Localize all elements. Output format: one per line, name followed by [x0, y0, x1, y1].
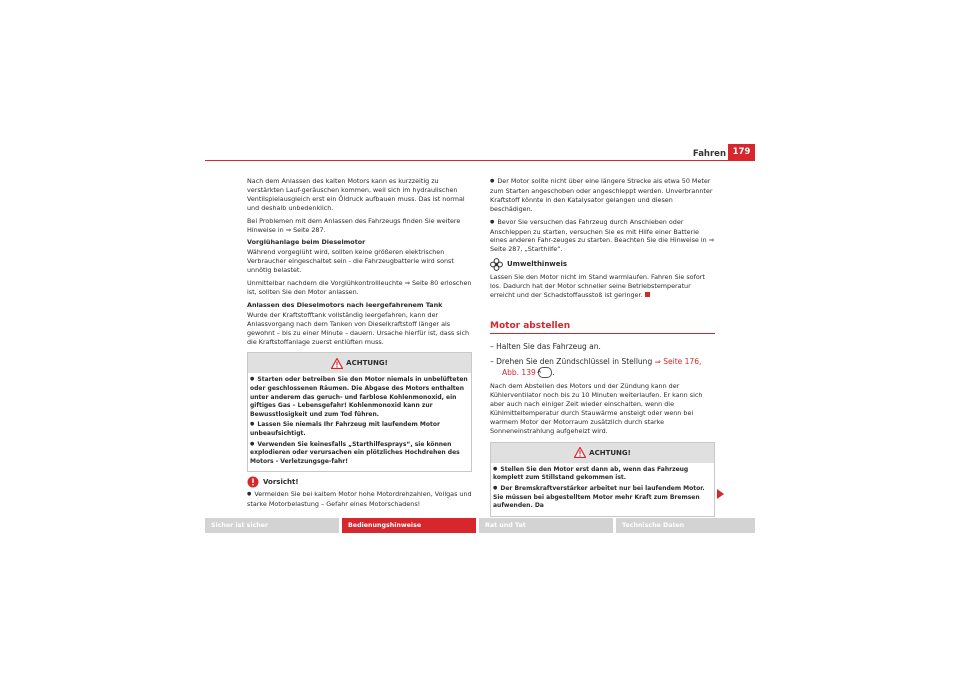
text: Unmittelbar nachdem die Vorglühkontrollleuchte: [247, 279, 405, 288]
paragraph: [247, 279, 472, 297]
environment-title: Umwelthinweis: [507, 260, 568, 269]
warning-item: ● Starten oder betreiben Sie den Motor niemals in unbelüfteten oder geschlossenen Räumen. Die Abgase des Motors enthalten unter anderem das geruch- und farblose Kohlenmonoxid, ein giftiges Gas – Lebensgefahr! Kohlenmonoxid kann zur Bewusstlosigkeit und zum Tod führen.: [250, 376, 469, 419]
step-item: [490, 356, 715, 379]
footer-tab-bedienungshinweise[interactable]: Bedienungshinweise: [342, 518, 476, 533]
paragraph: Wurde der Kraftstofftank vollständig leergefahren, kann der Anlassvorgang nach dem Tanken von Dieselkraftstoff länger als gewohnt – bis zu einer Minute – dauern. Ursache hierfür ist, dass sich die Kraftstoffanlage zuerst entlüften muss.: [247, 310, 470, 346]
arrow-icon: ⇒: [404, 279, 410, 288]
footer-tab-rat-und-tat[interactable]: Rat und Tat: [479, 518, 613, 533]
continue-arrow-icon: [717, 489, 724, 499]
footer-tab-technische-daten[interactable]: Technische Daten: [616, 518, 755, 533]
environment-heading: [490, 258, 715, 271]
arrow-icon: ⇒: [285, 225, 292, 234]
warning-body: [491, 463, 714, 516]
arrow-icon: ⇒: [708, 236, 715, 245]
warning-title: ACHTUNG!: [589, 448, 631, 457]
caution-title: Vorsicht!: [263, 477, 299, 486]
warning-box: [247, 352, 472, 472]
text: Bevor Sie versuchen das Fahrzeug durch Anschieben oder Anschleppen zu starten, versuchen Sie es mit Hilfe einer Batterie eines anderen Fahr-zeuges zu starten. Beachten Sie die Hinweise in: [490, 217, 709, 245]
page-reference[interactable]: Seite 80 erloschen ist, sollten Sie den Motor anlassen.: [247, 279, 472, 296]
paragraph: [247, 217, 472, 235]
page-reference[interactable]: ⇒ Seite 176, Abb. 139: [502, 356, 702, 377]
bullet-paragraph: ● Der Motor sollte nicht über eine längere Strecke als etwa 50 Meter zum Starten angeschoben oder angeschleppt werden. Unverbrannter Kraftstoff könnte in den Katalysator gelangen und diesen beschädigen.: [490, 177, 715, 214]
caution-item: ● Vermeiden Sie bei kaltem Motor hohe Motordrehzahlen, Vollgas und starke Motorbelastung – Gefahr eines Motorschadens!: [247, 490, 472, 509]
warning-title: ACHTUNG!: [346, 359, 388, 368]
warning-item: ● Stellen Sie den Motor erst dann ab, wenn das Fahrzeug komplett zum Stillstand gekommen ist.: [493, 466, 712, 483]
text: Lassen Sie den Motor nicht im Stand warmlaufen. Fahren Sie sofort los. Dadurch hat der Motor schneller seine Betriebstemperatur erreicht und der Schadstoffausstoß ist geringer.: [490, 273, 705, 300]
page-number: 179: [728, 144, 755, 161]
warning-triangle-icon: [331, 358, 343, 369]
section-title: Motor abstellen: [490, 322, 715, 334]
warning-box: [490, 442, 715, 517]
step-item: – Halten Sie das Fahrzeug an.: [490, 341, 601, 351]
warning-item: ● Lassen Sie niemals Ihr Fahrzeug mit laufendem Motor unbeaufsichtigt.: [250, 421, 469, 438]
text: Bei Problemen mit dem Anlassen des Fahrzeugs finden Sie weitere Hinweise in: [247, 216, 461, 234]
warning-header: [248, 353, 471, 373]
caution-icon: [247, 476, 259, 488]
text: .: [552, 367, 555, 377]
flower-environment-icon: [490, 258, 503, 271]
caution-heading: [247, 476, 472, 488]
environment-text: [490, 273, 715, 300]
page-reference[interactable]: Seite 287.: [291, 225, 326, 234]
text: – Drehen Sie den Zündschlüssel in Stellung: [490, 356, 655, 366]
warning-item: ● Verwenden Sie keinesfalls „Starthilfesprays“, sie können explodieren oder verursachen ein plötzliches Hochdrehen des Motors - Verletzungsge-fahr!: [250, 441, 469, 467]
right-column: [490, 177, 715, 521]
end-marker: [645, 292, 650, 297]
left-column: [247, 177, 472, 513]
page-reference[interactable]: Seite 287, „Starthilfe“.: [490, 245, 563, 254]
warning-header: [491, 443, 714, 463]
paragraph: Nach dem Anlassen des kalten Motors kann es kurzzeitig zu verstärkten Lauf-geräuschen kommen, weil sich im hydraulischen Ventilspielausgleich erst ein Öldruck aufbauen muss. Das ist normal und deshalb unbedenklich.: [247, 177, 465, 212]
subheading: Anlassen des Dieselmotors nach leergefahrenem Tank: [247, 300, 443, 309]
paragraph: Nach dem Abstellen des Motors und der Zündung kann der Kühlerventilator noch bis zu 10 Minuten weiterlaufen. Er kann sich aber auch nach einiger Zeit wieder einschalten, wenn die Kühlmitteltemperatur durch Stauwärme ansteigt oder wenn bei warmem Motor der Motorraum zusätzlich durch starke Sonneneinstrahlung aufgeheizt wird.: [490, 382, 703, 435]
subheading: Vorglühanlage beim Dieselmotor: [247, 238, 366, 247]
page-header-title: Fahren: [692, 149, 726, 159]
paragraph: Während vorgeglüht wird, sollten keine größeren elektrischen Verbraucher eingeschaltet sein - die Fahrzeugbatterie wird sonst unnötig belastet.: [247, 248, 454, 275]
footer-tab-sicher[interactable]: Sicher ist sicher: [205, 518, 339, 533]
warning-body: [248, 373, 471, 471]
bullet-paragraph: [490, 218, 715, 255]
header-rule: [205, 160, 755, 161]
warning-item: ● Der Bremskraftverstärker arbeitet nur bei laufendem Motor. Sie müssen bei abgestelltem Motor mehr Kraft zum Bremsen aufwenden. Da: [493, 485, 712, 511]
figure-label-badge: A: [538, 367, 552, 378]
warning-triangle-icon: [574, 447, 586, 458]
